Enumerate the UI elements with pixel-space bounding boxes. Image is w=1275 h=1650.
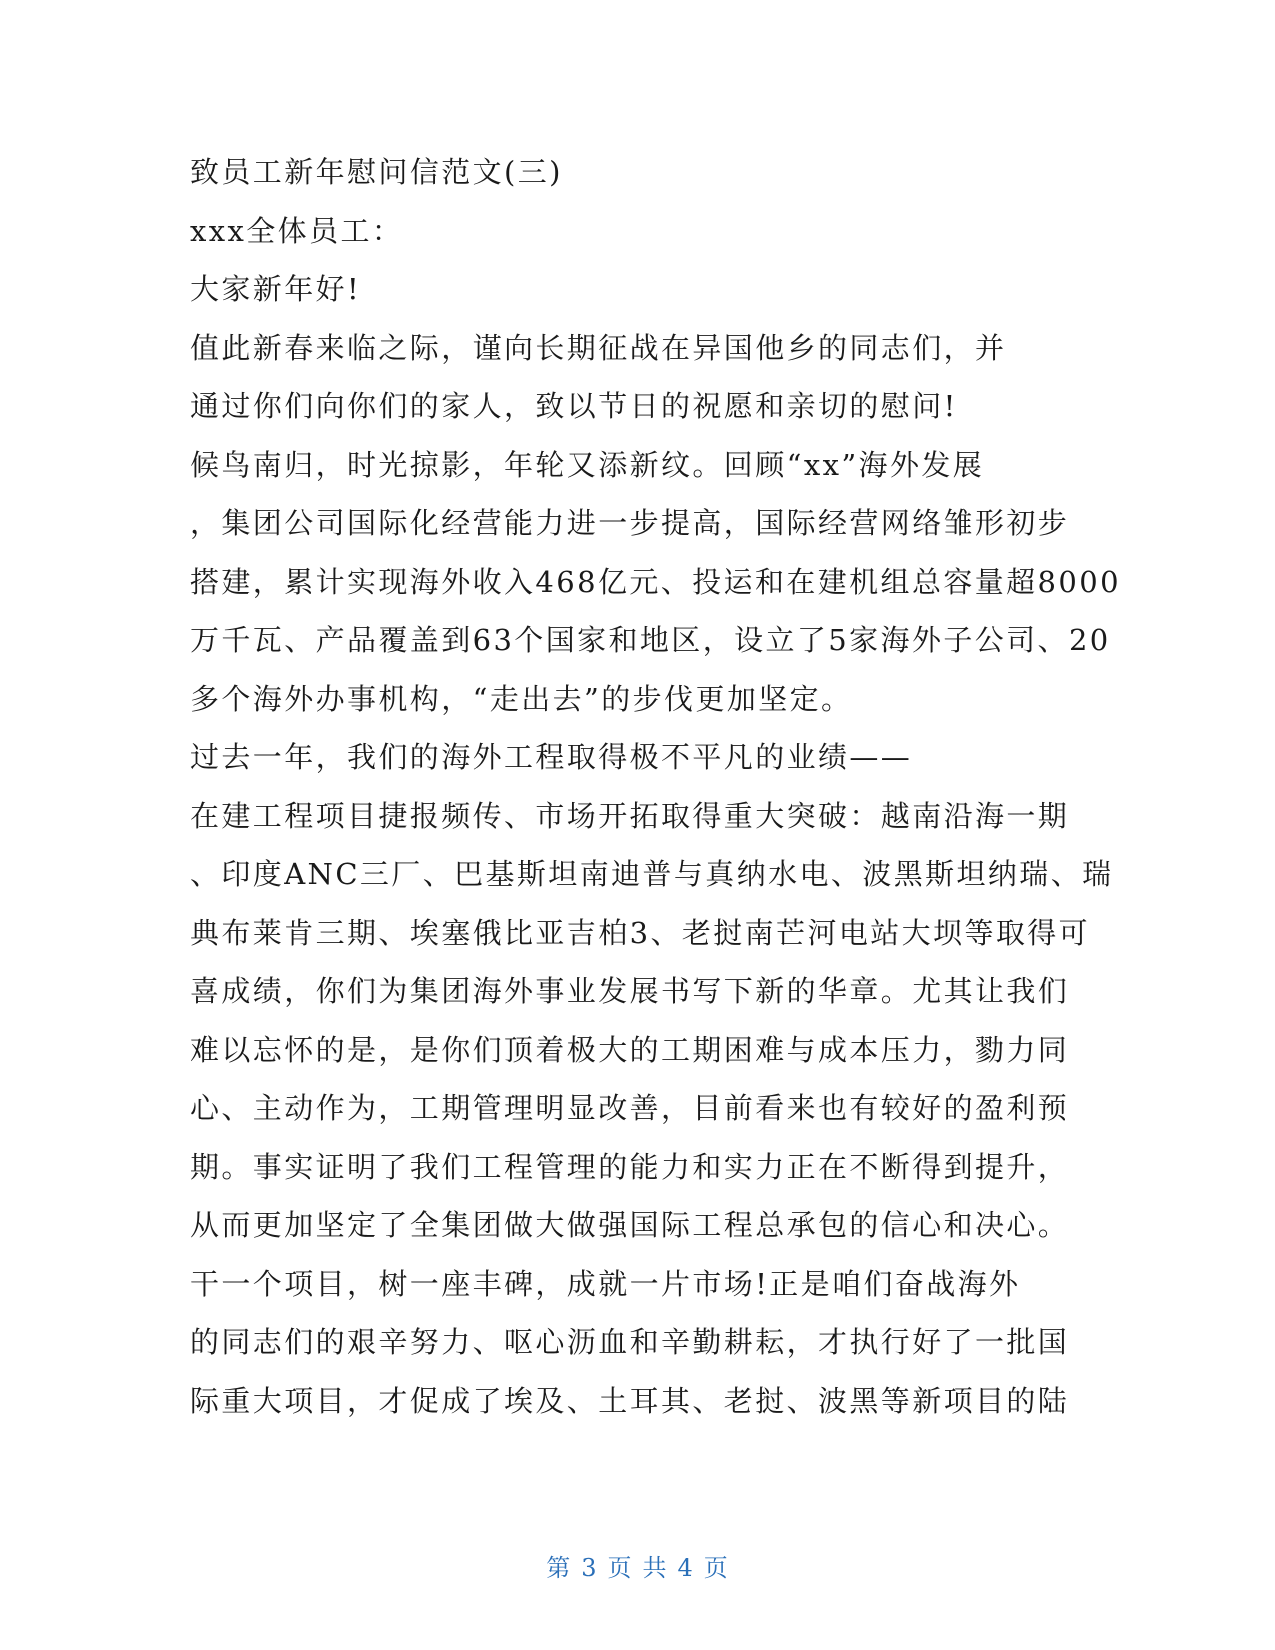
paragraph-line: 期。事实证明了我们工程管理的能力和实力正在不断得到提升，	[190, 1149, 1070, 1184]
paragraph-line: 心、主动作为，工期管理明显改善，目前看来也有较好的盈利预	[190, 1091, 1070, 1125]
paragraph-line: ，集团公司国际化经营能力进一步提高，国际经营网络雏形初步	[190, 506, 1070, 540]
paragraph-line: 通过你们向你们的家人，致以节日的祝愿和亲切的慰问!	[190, 389, 958, 423]
paragraph-line: 值此新春来临之际，谨向长期征战在异国他乡的同志们，并	[190, 330, 1007, 365]
paragraph-line: 喜成绩，你们为集团海外事业发展书写下新的华章。尤其让我们	[190, 974, 1070, 1008]
paragraph-line: 从而更加坚定了全集团做大做强国际工程总承包的信心和决心。	[190, 1208, 1070, 1242]
paragraph-line: 、印度ANC三厂、巴基斯坦南迪普与真纳水电、波黑斯坦纳瑞、瑞	[190, 857, 1114, 891]
page-label-page: 页	[607, 1554, 633, 1582]
document-title: 致员工新年慰问信范文(三)	[190, 155, 563, 189]
paragraph-line: 多个海外办事机构，“走出去”的步伐更加坚定。	[190, 681, 853, 716]
paragraph-line: 搭建，累计实现海外收入468亿元、投运和在建机组总容量超8000	[190, 564, 1121, 599]
paragraph-4	[190, 1255, 1080, 1431]
document-body	[190, 143, 1121, 1430]
paragraph-3	[190, 728, 1114, 1255]
paragraph-line: 际重大项目，才促成了埃及、土耳其、老挝、波黑等新项目的陆	[190, 1383, 1070, 1418]
greeting: 大家新年好!	[190, 272, 362, 306]
salutation: xxx全体员工：	[190, 213, 404, 248]
paragraph-line: 难以忘怀的是，是你们顶着极大的工期困难与成本压力，勠力同	[190, 1032, 1070, 1067]
paragraph-line: 的同志们的艰辛努力、呕心沥血和辛勤耕耘，才执行好了一批国	[190, 1325, 1070, 1359]
paragraph-line: 在建工程项目捷报频传、市场开拓取得重大突破：越南沿海一期	[190, 798, 1070, 833]
paragraph-1	[190, 319, 1080, 436]
paragraph-line: 候鸟南归，时光掠影，年轮又添新纹。回顾“xx”海外发展	[190, 447, 985, 482]
paragraph-line: 典布莱肯三期、埃塞俄比亚吉柏3、老挝南芒河电站大坝等取得可	[190, 915, 1091, 950]
paragraph-line: 干一个项目，树一座丰碑，成就一片市场!正是咱们奋战海外	[190, 1266, 1021, 1301]
page-label-total: 共	[642, 1554, 668, 1582]
current-page-number: 3	[581, 1554, 598, 1582]
total-pages-number: 4	[677, 1554, 694, 1582]
paragraph-line: 万千瓦、产品覆盖到63个国家和地区，设立了5家海外子公司、20	[190, 623, 1111, 657]
page-footer	[0, 1548, 1275, 1583]
paragraph-2	[190, 436, 1121, 729]
page-label-suffix: 页	[703, 1554, 729, 1582]
paragraph-line: 过去一年，我们的海外工程取得极不平凡的业绩——	[190, 740, 913, 774]
page-label-prefix: 第	[546, 1554, 572, 1582]
